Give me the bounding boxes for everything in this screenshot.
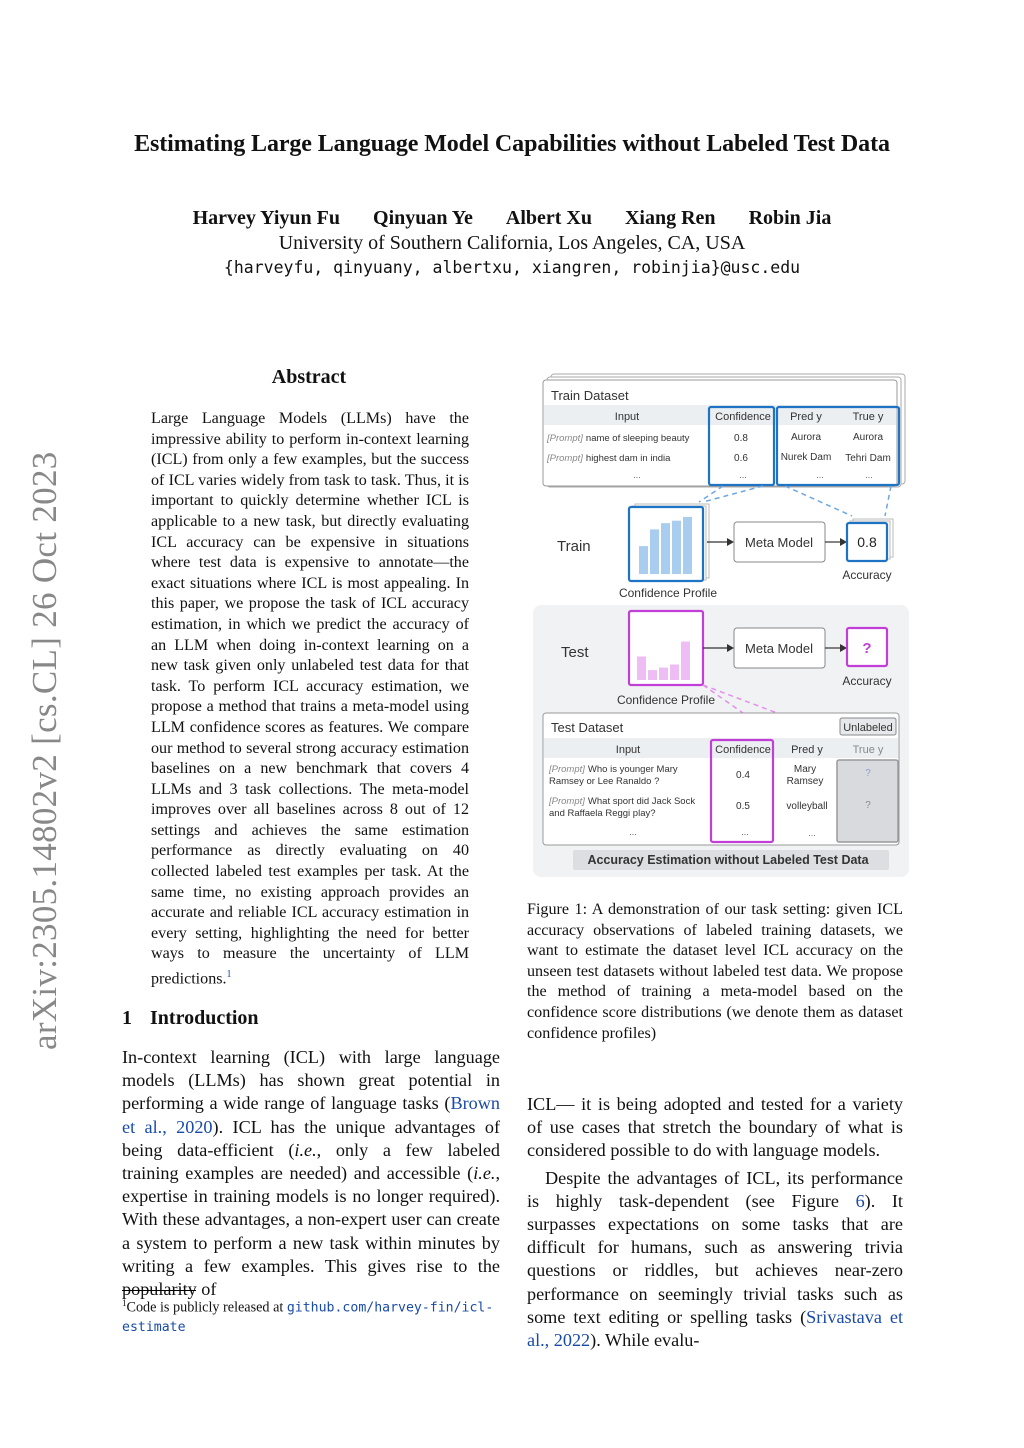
histogram-bar <box>659 668 668 680</box>
abstract-text: Large Language Models (LLMs) have the impressive ability to perform in-context learning (ICL) from only a few examples, but the success of ICL varies widely from task to task. Thus, it is important to quickly determine whether ICL is applicable to a new task, but directly evaluating ICL accuracy can be expensive in situations where test data is expensive to annotate—the exact situations where ICL is most appealing. In this paper, we propose the task of ICL accuracy estimation, in which we predict the accuracy of an LLM when doing in-context learning on a new task given only unlabeled test data for that task. To perform ICL accuracy estimation, we propose a method that trains a meta-model using LLM confidence scores as features. We compare our method to several strong accuracy estimation baselines on a new benchmark that covers 4 LLMs and 3 task collections. The meta-model improves over all baselines across 8 out of 12 settings and achieves the same estimation performance as directly evaluating on 40 collected labeled test examples per task. At the same time, no existing approach provides an accurate and reliable ICL accuracy estimation in every setting, highlighting the need for better ways to measure the uncertainty of LLM predictions. <box>151 410 469 988</box>
citation-link[interactable]: Brown et al., 2020 <box>122 1093 500 1137</box>
test-row-pred: volleyball <box>786 801 828 812</box>
intro-paragraph: ICL— it is being adopted and tested for a variety of use cases that stretch the boundary of what is considered possible to do with language models. <box>527 1094 903 1161</box>
dashed-connector <box>885 486 891 516</box>
test-row-confidence: 0.5 <box>736 801 750 812</box>
train-accuracy-value: 0.8 <box>857 534 877 550</box>
intro-text: i.e. <box>473 1163 496 1184</box>
intro-paragraph <box>527 1167 903 1353</box>
test-profile-label: Confidence Profile <box>616 693 716 707</box>
abstract-body <box>151 409 469 990</box>
code-url-link[interactable]: github.com/harvey-fin/icl-estimate <box>122 1300 494 1335</box>
accuracy-label: Accuracy <box>842 568 892 582</box>
test-row-input: and Raffaela Reggi play? <box>549 808 656 819</box>
section-title: Introduction <box>150 1007 259 1029</box>
intro-right-column <box>527 1093 903 1352</box>
author-name: Harvey Yiyun Fu <box>192 207 341 229</box>
header-pred-y: Pred y <box>790 411 822 423</box>
intro-text: i.e. <box>294 1139 317 1160</box>
train-row-confidence: 0.6 <box>734 453 748 464</box>
histogram-bar <box>648 670 657 680</box>
train-row-true: Aurora <box>852 432 884 443</box>
intro-text: In-context learning (ICL) with large language models (LLMs) has shown great potential in performing a wide range of language tasks ( <box>122 1047 500 1114</box>
intro-text: , only a few labeled training examples are needed) and accessible ( <box>122 1139 500 1184</box>
histogram-bar <box>661 523 670 574</box>
header-confidence: Confidence <box>715 411 771 423</box>
figure-caption: Figure 1: A demonstration of our task setting: given ICL accuracy observations of labeled training datasets, we want to estimate the dataset level ICL accuracy on the unseen test datasets without labeled test data. We propose the method of training a meta-model based on the confidence score distributions (we denote them as dataset confidence profiles) <box>527 901 903 1042</box>
meta-model-label: Meta Model <box>745 641 813 656</box>
header-pred-y: Pred y <box>791 744 823 756</box>
accuracy-label: Accuracy <box>842 674 892 688</box>
test-row-confidence: 0.4 <box>736 770 750 781</box>
meta-model-label: Meta Model <box>745 535 813 550</box>
banner-text: Accuracy Estimation without Labeled Test Data <box>587 853 869 867</box>
histogram-bar <box>637 656 646 680</box>
dashed-connector <box>699 486 723 502</box>
histogram-bar <box>672 521 681 574</box>
ellipsis: ... <box>865 470 873 480</box>
footnote-text: Code is publicly released at <box>126 1299 287 1316</box>
header-input: Input <box>614 411 640 423</box>
abstract-heading: Abstract <box>271 366 347 388</box>
intro-paragraph <box>122 1046 500 1301</box>
histogram-bar <box>670 665 679 681</box>
footnote <box>122 1294 502 1337</box>
ellipsis: ... <box>808 828 816 838</box>
figure-ref-link[interactable]: 6 <box>855 1190 865 1211</box>
ellipsis: ... <box>629 827 637 837</box>
ellipsis: ... <box>816 470 824 480</box>
ellipsis: ... <box>739 470 747 480</box>
footnote-mark: 1 <box>122 1298 127 1308</box>
figure-1 <box>527 368 913 880</box>
section-heading <box>122 1007 259 1030</box>
author-name: Xiang Ren <box>624 207 716 229</box>
train-row-input: [Prompt] name of sleeping beauty <box>547 433 690 444</box>
train-row-confidence: 0.8 <box>734 433 748 444</box>
test-row-pred: Ramsey <box>786 776 824 787</box>
footnote-rule <box>122 1290 196 1291</box>
test-accuracy-value: ? <box>862 640 872 657</box>
train-row-pred: Nurek Dam <box>780 452 832 463</box>
citation-link[interactable]: Srivastava et al., 2022 <box>527 1306 903 1351</box>
affiliation: University of Southern California, Los Angeles, CA, USA <box>278 232 746 254</box>
histogram-bar <box>683 517 692 574</box>
author-list <box>0 207 1024 230</box>
dashed-connector <box>785 486 852 516</box>
section-number: 1 <box>122 1007 132 1029</box>
author-name: Robin Jia <box>748 207 832 229</box>
test-row-true: ? <box>865 800 871 811</box>
test-row-input: Ramsey or Lee Ranaldo ? <box>549 776 660 787</box>
author-name: Albert Xu <box>505 207 592 229</box>
author-emails: {harveyfu, qinyuany, albertxu, xiangren, robinjia}@usc.edu <box>223 258 801 277</box>
test-row-input: [Prompt] Who is younger Mary <box>549 764 678 775</box>
train-dataset-title: Train Dataset <box>551 388 629 403</box>
intro-text: ). It surpasses expectations on some tasks that are difficult for humans, such as answering trivia questions or riddles, but achieves near-zero performance on seemingly trivial tasks such as some text editing or spelling tasks ( <box>527 1190 903 1327</box>
paper-title: Estimating Large Language Model Capabilities without Labeled Test Data <box>134 131 890 157</box>
arrow-head <box>727 538 734 546</box>
test-row-true: ? <box>865 768 871 779</box>
train-row-pred: Aurora <box>790 432 822 443</box>
intro-text: ). ICL has the unique advantages of being data-efficient ( <box>122 1116 500 1160</box>
ellipsis: ... <box>633 470 641 480</box>
test-row-pred: Mary <box>793 764 817 775</box>
train-row-true: Tehri Dam <box>845 453 891 464</box>
test-row-input: [Prompt] What sport did Jack Sock <box>549 796 696 807</box>
train-profile-label: Confidence Profile <box>618 586 718 600</box>
test-label: Test <box>561 644 589 661</box>
author-name: Qinyuan Ye <box>373 207 473 229</box>
histogram-bar <box>639 546 648 574</box>
test-dataset-title: Test Dataset <box>551 720 624 735</box>
intro-text: , expertise in training models is no longer required). With these advantages, a non-expert user can create a system to perform a new task within minutes by writing a few examples. This gives rise to the popularity of <box>122 1163 500 1300</box>
train-row-input: [Prompt] highest dam in india <box>547 453 671 464</box>
unlabeled-badge-text: Unlabeled <box>843 722 893 734</box>
histogram-bar <box>681 642 690 680</box>
intro-text: ). While evalu- <box>590 1330 700 1351</box>
header-true-y: True y <box>852 744 884 756</box>
ellipsis: ... <box>741 827 749 837</box>
footnote-ref[interactable]: 1 <box>226 969 232 981</box>
histogram-bar <box>650 529 659 574</box>
train-label: Train <box>557 538 591 555</box>
intro-text: Despite the advantages of ICL, its performance is highly task-dependent (see Figure <box>527 1167 903 1211</box>
header-true-y: True y <box>852 411 884 423</box>
header-confidence: Confidence <box>715 744 771 756</box>
header-input: Input <box>615 744 641 756</box>
arxiv-watermark: arXiv:2305.14802v2 [cs.CL] 26 Oct 2023 <box>25 451 64 1050</box>
